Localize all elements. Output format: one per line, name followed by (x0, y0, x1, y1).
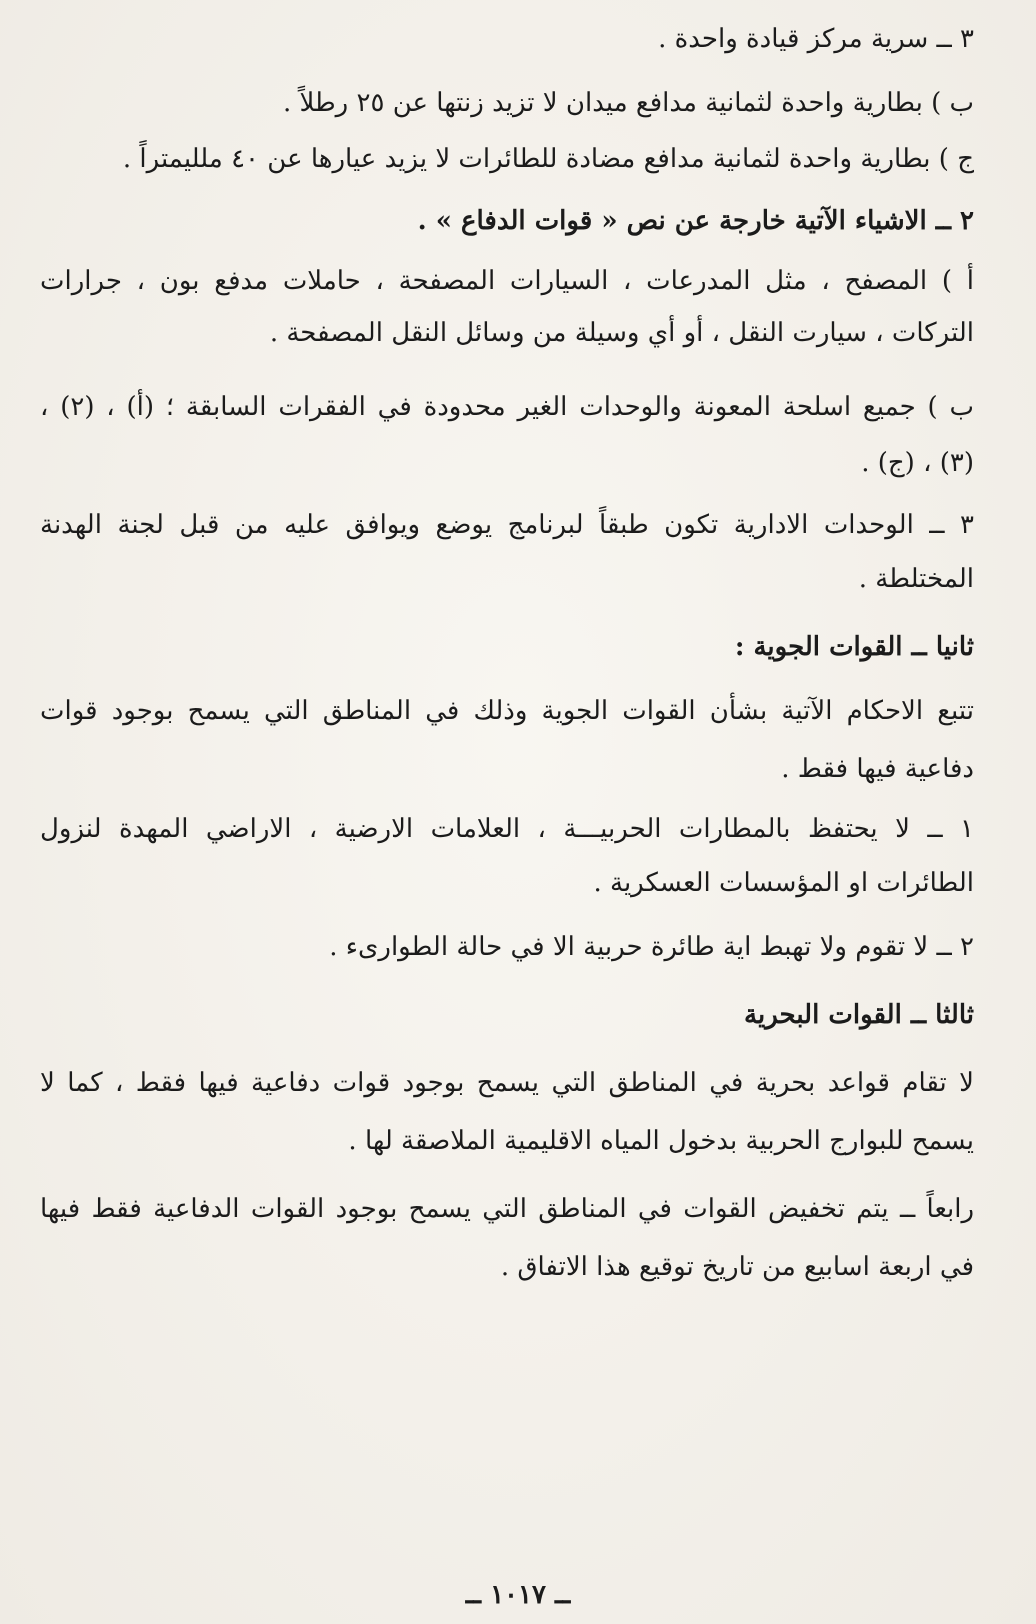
text-line: الطائرات او المؤسسات العسكرية . (593, 868, 974, 898)
text-line: في اربعة اسابيع من تاريخ توقيع هذا الاتفاق . (500, 1252, 974, 1282)
text-line: ٣ ــ الوحدات الادارية تكون طبقاً لبرنامج يوضع ويوافق عليه من قبل لجنة الهدنة (40, 510, 974, 540)
text-line: ٢ ــ الاشياء الآتية خارجة عن نص « قوات الدفاع » . (417, 206, 974, 236)
text-line: لا تقام قواعد بحرية في المناطق التي يسمح بوجود قوات دفاعية فيها فقط ، كما لا (40, 1068, 974, 1098)
page-number: ــ ١٠١٧ ــ (465, 1580, 571, 1610)
section-heading: ثانيا ــ القوات الجوية : (734, 632, 974, 662)
text-line: ١ ــ لا يحتفظ بالمطارات الحربيـــة ، العلامات الارضية ، الاراضي المهدة لنزول (40, 814, 974, 844)
text-line: التركات ، سيارت النقل ، أو أي وسيلة من وسائل النقل المصفحة . (269, 318, 974, 348)
text-line: ٢ ــ لا تقوم ولا تهبط اية طائرة حربية الا في حالة الطوارىء . (329, 932, 974, 962)
text-line: المختلطة . (858, 564, 974, 594)
text-line: (٣) ، (ج) . (861, 448, 974, 478)
text-line: تتبع الاحكام الآتية بشأن القوات الجوية وذلك في المناطق التي يسمح بوجود قوات (40, 696, 974, 726)
text-line: ٣ ــ سرية مركز قيادة واحدة . (658, 24, 974, 54)
text-line: يسمح للبوارج الحربية بدخول المياه الاقليمية الملاصقة لها . (348, 1126, 974, 1156)
text-line: ج ) بطارية واحدة لثمانية مدافع مضادة للطائرات لا يزيد عيارها عن ٤٠ ملليمتراً . (122, 144, 974, 174)
section-heading: ثالثا ــ القوات البحرية (744, 1000, 974, 1030)
text-line: ب ) بطارية واحدة لثمانية مدافع ميدان لا تزيد زنتها عن ٢٥ رطلاً . (282, 88, 974, 118)
text-line: دفاعية فيها فقط . (781, 754, 974, 784)
text-line: رابعاً ــ يتم تخفيض القوات في المناطق التي يسمح بوجود القوات الدفاعية فقط فيها (40, 1194, 974, 1224)
text-line: أ ) المصفح ، مثل المدرعات ، السيارات المصفحة ، حاملات مدفع بون ، جرارات (40, 266, 974, 296)
text-line: ب ) جميع اسلحة المعونة والوحدات الغير محدودة في الفقرات السابقة ؛ (أ) ، (٢) ، (40, 392, 974, 422)
